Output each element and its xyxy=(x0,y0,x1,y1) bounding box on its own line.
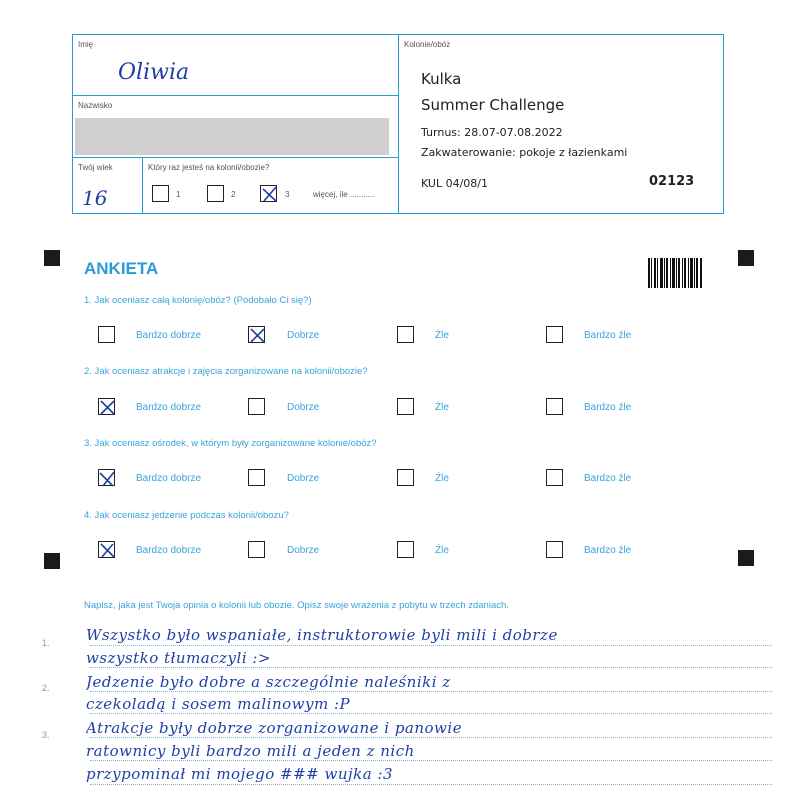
check-mark-icon xyxy=(259,184,280,205)
header-divider xyxy=(398,34,399,214)
q3-option-bardzo-zle: Bardzo źle xyxy=(584,473,632,484)
divider-imie xyxy=(72,95,399,96)
check-mark-icon xyxy=(247,325,268,346)
q1-option-dobrze: Dobrze xyxy=(287,330,320,341)
q3-checkbox-zle[interactable] xyxy=(397,469,414,486)
camp-code: KUL 04/08/1 xyxy=(421,177,488,190)
q1-option-bardzo-dobrze: Bardzo dobrze xyxy=(136,330,202,341)
writing-line xyxy=(90,760,772,761)
turnus-text: Turnus: 28.07-07.08.2022 xyxy=(421,126,563,139)
q1-checkbox-zle[interactable] xyxy=(397,326,414,343)
imie-value[interactable]: Oliwia xyxy=(118,60,190,85)
q2-option-bardzo-dobrze: Bardzo dobrze xyxy=(136,402,202,413)
q1-checkbox-dobrze[interactable] xyxy=(248,326,265,343)
line-number-1: 1. xyxy=(42,638,50,648)
question-4: 4. Jak oceniasz jedzenie podczas kolonii/obozu? xyxy=(84,510,289,521)
question-2: 2. Jak oceniasz atrakcje i zajęcia zorganizowane na kolonii/obozie? xyxy=(84,366,368,377)
form-number: 02123 xyxy=(649,174,695,189)
zakwaterowanie-text: Zakwaterowanie: pokoje z łazienkami xyxy=(421,146,628,159)
q4-option-dobrze: Dobrze xyxy=(287,545,320,556)
answer-line-3[interactable]: Jedzenie było dobre a szczególnie naleśniki z xyxy=(86,673,451,691)
registration-marker xyxy=(44,553,60,569)
opinion-prompt: Napisz, jaka jest Twoja opinia o kolonii lub obozie. Opisz swoje wrażenia z pobytu w trzech zdaniach. xyxy=(84,600,509,611)
q2-checkbox-bardzo-dobrze[interactable] xyxy=(98,398,115,415)
q4-checkbox-bardzo-zle[interactable] xyxy=(546,541,563,558)
q3-option-bardzo-dobrze: Bardzo dobrze xyxy=(136,473,202,484)
wiek-label: Twój wiek xyxy=(78,163,113,172)
divider-wiek xyxy=(142,157,143,214)
q2-option-dobrze: Dobrze xyxy=(287,402,320,413)
ktory-raz-checkbox-3[interactable] xyxy=(260,185,277,202)
q1-option-zle: Źle xyxy=(435,330,449,341)
question-3: 3. Jak oceniasz ośrodek, w którym były zorganizowane kolonie/obóz? xyxy=(84,438,377,449)
answer-line-5[interactable]: Atrakcje były dobrze zorganizowane i panowie xyxy=(86,719,463,737)
registration-marker xyxy=(738,250,754,266)
nazwisko-label: Nazwisko xyxy=(78,101,113,110)
nazwisko-redacted xyxy=(75,118,389,155)
q1-checkbox-bardzo-zle[interactable] xyxy=(546,326,563,343)
q4-option-bardzo-dobrze: Bardzo dobrze xyxy=(136,545,202,556)
ktory-raz-option-3: 3 xyxy=(285,190,290,199)
q3-option-zle: Źle xyxy=(435,473,449,484)
writing-line xyxy=(90,667,772,668)
registration-marker xyxy=(44,250,60,266)
q4-checkbox-zle[interactable] xyxy=(397,541,414,558)
ktory-raz-checkbox-2[interactable] xyxy=(207,185,224,202)
q2-checkbox-bardzo-zle[interactable] xyxy=(546,398,563,415)
answer-line-1[interactable]: Wszystko było wspaniałe, instruktorowie byli mili i dobrze xyxy=(86,626,558,644)
q2-option-zle: Źle xyxy=(435,402,449,413)
q2-option-bardzo-zle: Bardzo źle xyxy=(584,402,632,413)
check-mark-icon xyxy=(97,397,118,418)
writing-line xyxy=(90,784,772,785)
answer-line-2[interactable]: wszystko tłumaczyli :> xyxy=(86,649,272,667)
check-mark-icon xyxy=(97,540,118,561)
kolonia-label: Kolonie/obóz xyxy=(404,40,451,49)
q2-checkbox-zle[interactable] xyxy=(397,398,414,415)
q2-checkbox-dobrze[interactable] xyxy=(248,398,265,415)
wiecej-label: więcej, ile ........... xyxy=(313,190,375,199)
q3-checkbox-dobrze[interactable] xyxy=(248,469,265,486)
ktory-raz-option-2: 2 xyxy=(231,190,236,199)
line-number-3: 3. xyxy=(42,730,50,740)
question-1: 1. Jak oceniasz całą kolonię/obóz? (Podobało Ci się?) xyxy=(84,295,312,306)
camp-name-line2: Summer Challenge xyxy=(421,96,565,114)
q3-checkbox-bardzo-zle[interactable] xyxy=(546,469,563,486)
q1-checkbox-bardzo-dobrze[interactable] xyxy=(98,326,115,343)
line-number-2: 2. xyxy=(42,683,50,693)
barcode-icon xyxy=(648,258,702,288)
answer-line-4[interactable]: czekoladą i sosem malinowym :P xyxy=(86,695,351,713)
q3-checkbox-bardzo-dobrze[interactable] xyxy=(98,469,115,486)
q4-checkbox-bardzo-dobrze[interactable] xyxy=(98,541,115,558)
ktory-raz-label: Który raz jesteś na kolonii/obozie? xyxy=(148,163,270,172)
survey-title: ANKIETA xyxy=(84,259,159,278)
q3-option-dobrze: Dobrze xyxy=(287,473,320,484)
camp-name-line1: Kulka xyxy=(421,70,462,88)
answer-line-7[interactable]: przypominał mi mojego ### wujka :3 xyxy=(86,765,394,783)
writing-line xyxy=(90,691,772,692)
q4-option-zle: Źle xyxy=(435,545,449,556)
imie-label: Imię xyxy=(78,40,94,49)
writing-line xyxy=(90,645,772,646)
divider-nazwisko xyxy=(72,157,399,158)
q4-option-bardzo-zle: Bardzo źle xyxy=(584,545,632,556)
answer-line-6[interactable]: ratownicy byli bardzo mili a jeden z nich xyxy=(86,742,415,760)
wiek-value[interactable]: 16 xyxy=(82,186,108,210)
writing-line xyxy=(90,737,772,738)
q1-option-bardzo-zle: Bardzo źle xyxy=(584,330,632,341)
q4-checkbox-dobrze[interactable] xyxy=(248,541,265,558)
ktory-raz-checkbox-1[interactable] xyxy=(152,185,169,202)
check-mark-icon xyxy=(97,468,118,489)
ktory-raz-option-1: 1 xyxy=(176,190,181,199)
registration-marker xyxy=(738,550,754,566)
writing-line xyxy=(90,713,772,714)
